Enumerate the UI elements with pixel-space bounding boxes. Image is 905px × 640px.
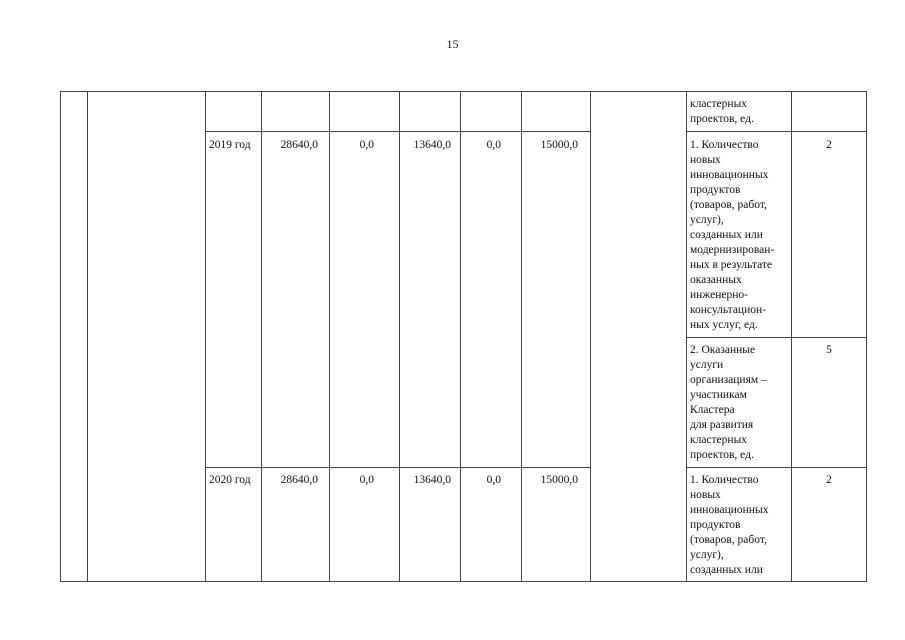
value-cell-federal: 0,0 <box>359 474 374 486</box>
row-divider-2020-indicator <box>686 467 867 468</box>
col-border-6 <box>460 91 461 582</box>
col-border-1 <box>87 91 88 582</box>
year-cell: 2019 год <box>209 139 251 151</box>
indicator-value: 2 <box>826 139 832 151</box>
table-top-border <box>60 91 867 92</box>
indicator-value: 2 <box>826 474 832 486</box>
indicator-divider <box>686 337 867 338</box>
indicator-text: кластерных проектов, ед. <box>690 98 754 125</box>
value-cell-total: 28640,0 <box>280 474 318 486</box>
col-border-4 <box>329 91 330 582</box>
col-border-0 <box>60 91 61 582</box>
value-cell-total: 28640,0 <box>280 139 318 151</box>
value-cell-extra: 15000,0 <box>540 139 578 151</box>
value-cell-extra: 15000,0 <box>540 474 578 486</box>
year-cell: 2020 год <box>209 474 251 486</box>
row-divider-2020 <box>205 467 591 468</box>
col-border-2 <box>205 91 206 582</box>
value-cell-local: 0,0 <box>486 474 501 486</box>
indicator-text: 2. Оказанные услуги организациям – участникам Кластера для развития кластерных проектов, ед. <box>690 344 767 461</box>
table-bottom-border <box>60 581 867 582</box>
col-border-8 <box>590 91 591 582</box>
value-cell-regional: 13640,0 <box>413 474 451 486</box>
col-border-11 <box>866 91 867 582</box>
value-cell-regional: 13640,0 <box>413 139 451 151</box>
indicator-text: 1. Количество новых инновационных продуктов (товаров, работ, услуг), созданных или модернизирован- ных в результате оказанных инженерно- консультацион- ных услуг, ед. <box>690 139 775 331</box>
indicator-value: 5 <box>826 344 832 356</box>
row-divider-2019 <box>205 131 591 132</box>
row-divider-2019-indicator <box>686 131 867 132</box>
col-border-3 <box>261 91 262 582</box>
col-border-7 <box>521 91 522 582</box>
col-border-5 <box>399 91 400 582</box>
value-cell-local: 0,0 <box>486 139 501 151</box>
value-cell-federal: 0,0 <box>359 139 374 151</box>
indicator-text: 1. Количество новых инновационных продуктов (товаров, работ, услуг), созданных или <box>690 474 769 576</box>
col-border-10 <box>791 91 792 582</box>
page-number: 15 <box>446 37 459 51</box>
col-border-9 <box>686 91 687 582</box>
